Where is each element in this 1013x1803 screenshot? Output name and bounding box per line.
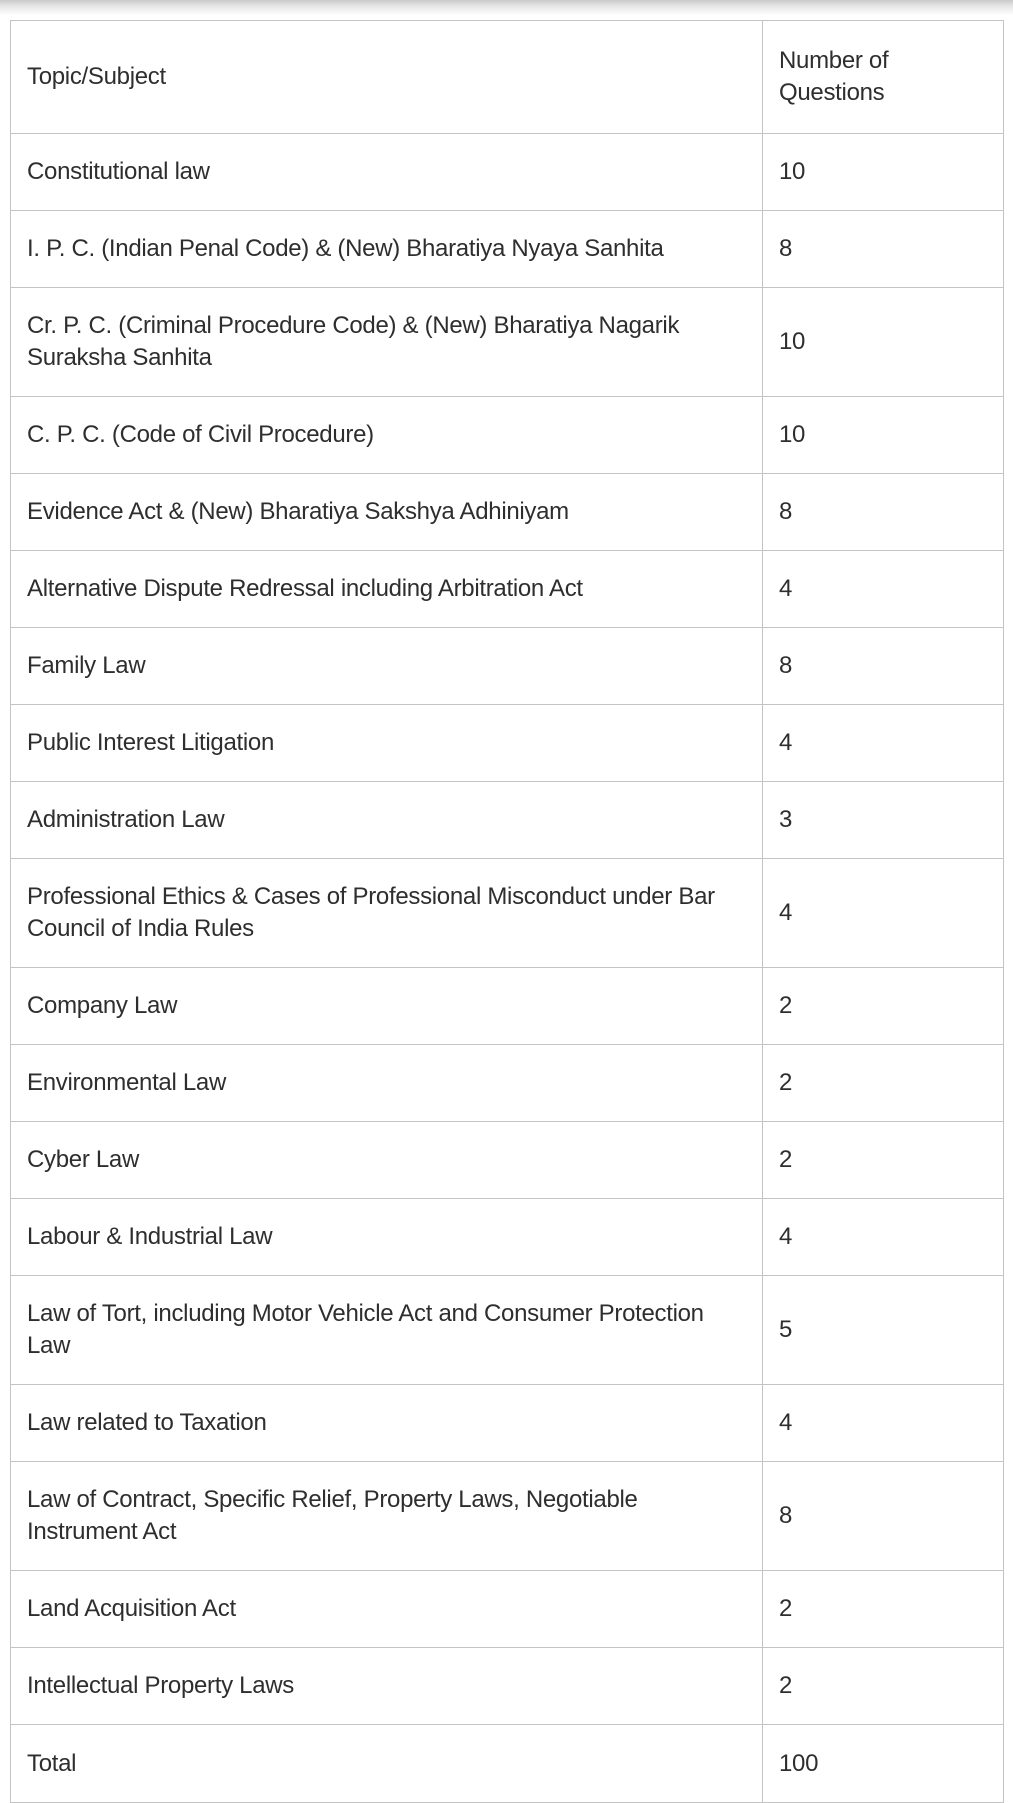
questions-cell: 2 [763, 968, 1004, 1045]
table-row [11, 134, 1004, 211]
topic-cell: Cyber Law [11, 1122, 763, 1199]
topic-cell: Family Law [11, 628, 763, 705]
table-row [11, 1385, 1004, 1462]
topic-cell: Evidence Act & (New) Bharatiya Sakshya Adhiniyam [11, 474, 763, 551]
topic-cell: Public Interest Litigation [11, 705, 763, 782]
questions-cell: 4 [763, 705, 1004, 782]
total-label-cell: Total [11, 1725, 763, 1803]
questions-cell: 5 [763, 1276, 1004, 1385]
topic-cell: Law related to Taxation [11, 1385, 763, 1462]
questions-cell: 2 [763, 1045, 1004, 1122]
table-row [11, 397, 1004, 474]
topic-cell: Labour & Industrial Law [11, 1199, 763, 1276]
top-divider-shadow [0, 0, 1013, 16]
topic-cell: Cr. P. C. (Criminal Procedure Code) & (New) Bharatiya Nagarik Suraksha Sanhita [11, 288, 763, 397]
topic-cell: Administration Law [11, 782, 763, 859]
table-row [11, 1122, 1004, 1199]
topic-cell: Professional Ethics & Cases of Professional Misconduct under Bar Council of India Rules [11, 859, 763, 968]
questions-cell: 3 [763, 782, 1004, 859]
table-row [11, 1276, 1004, 1385]
questions-cell: 8 [763, 474, 1004, 551]
topic-cell: Alternative Dispute Redressal including Arbitration Act [11, 551, 763, 628]
table-row [11, 1648, 1004, 1725]
questions-cell: 4 [763, 551, 1004, 628]
table-row [11, 705, 1004, 782]
table-row [11, 211, 1004, 288]
table-row [11, 474, 1004, 551]
table-row [11, 628, 1004, 705]
table-row [11, 1462, 1004, 1571]
questions-cell: 4 [763, 1385, 1004, 1462]
table-row [11, 1571, 1004, 1648]
topic-cell: Constitutional law [11, 134, 763, 211]
questions-cell: 10 [763, 397, 1004, 474]
topic-cell: I. P. C. (Indian Penal Code) & (New) Bharatiya Nyaya Sanhita [11, 211, 763, 288]
questions-cell: 4 [763, 1199, 1004, 1276]
topic-cell: Intellectual Property Laws [11, 1648, 763, 1725]
table-row [11, 1045, 1004, 1122]
questions-cell: 2 [763, 1648, 1004, 1725]
table-row [11, 551, 1004, 628]
questions-cell: 10 [763, 288, 1004, 397]
questions-cell: 2 [763, 1122, 1004, 1199]
col-header-topic: Topic/Subject [11, 21, 763, 134]
questions-cell: 2 [763, 1571, 1004, 1648]
questions-cell: 8 [763, 211, 1004, 288]
table-row [11, 288, 1004, 397]
questions-cell: 10 [763, 134, 1004, 211]
questions-cell: 4 [763, 859, 1004, 968]
table-body [11, 134, 1004, 1725]
topic-cell: Environmental Law [11, 1045, 763, 1122]
questions-cell: 8 [763, 628, 1004, 705]
header-row [11, 21, 1004, 134]
total-row [11, 1725, 1004, 1803]
topic-cell: Land Acquisition Act [11, 1571, 763, 1648]
table-row [11, 1199, 1004, 1276]
topic-cell: Law of Contract, Specific Relief, Property Laws, Negotiable Instrument Act [11, 1462, 763, 1571]
table-header [11, 21, 1004, 134]
topic-cell: C. P. C. (Code of Civil Procedure) [11, 397, 763, 474]
syllabus-table [10, 20, 1004, 1803]
table-row [11, 968, 1004, 1045]
table-footer [11, 1725, 1004, 1803]
table-row [11, 782, 1004, 859]
total-value-cell: 100 [763, 1725, 1004, 1803]
questions-cell: 8 [763, 1462, 1004, 1571]
table-row [11, 859, 1004, 968]
col-header-questions: Number of Questions [763, 21, 1004, 134]
topic-cell: Company Law [11, 968, 763, 1045]
topic-cell: Law of Tort, including Motor Vehicle Act and Consumer Protection Law [11, 1276, 763, 1385]
